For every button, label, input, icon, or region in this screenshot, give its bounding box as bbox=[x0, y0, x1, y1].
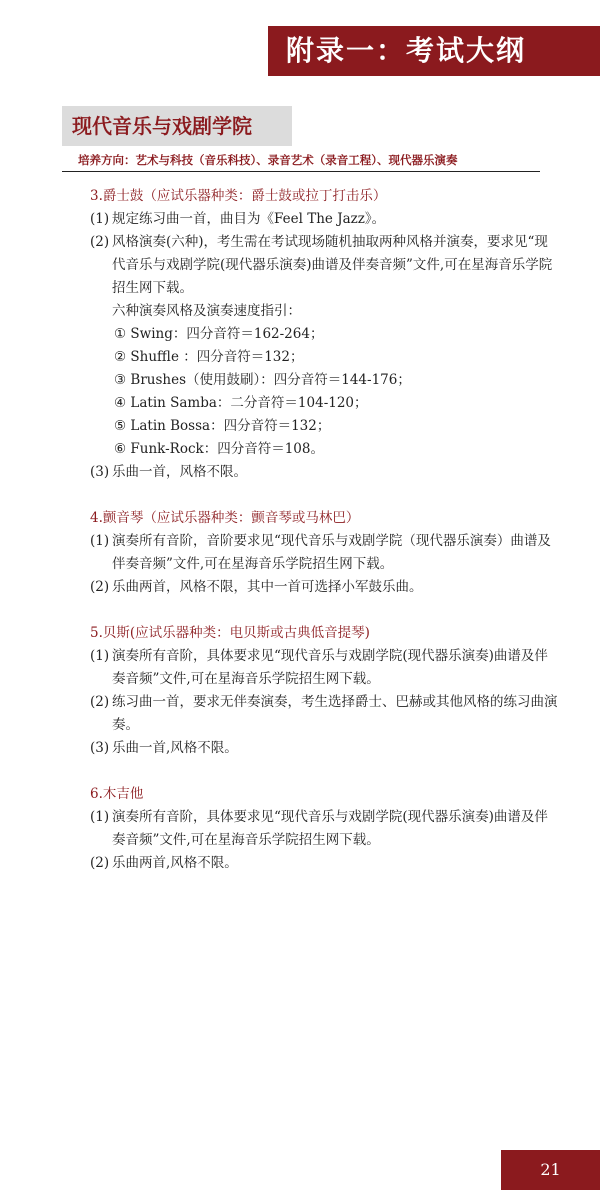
item-number: (2) bbox=[90, 694, 110, 710]
section-acoustic-guitar bbox=[90, 783, 560, 875]
style-item: ⑥ Funk-Rock：四分音符＝108。 bbox=[114, 441, 324, 457]
section-title: 5.贝斯(应试乐器种类：电贝斯或古典低音提琴) bbox=[90, 625, 370, 641]
appendix-title-banner bbox=[268, 26, 600, 76]
section-divider bbox=[62, 171, 540, 172]
style-item: ① Swing：四分音符＝162-264； bbox=[114, 326, 324, 342]
item-number: (1) bbox=[90, 211, 110, 227]
list-item bbox=[90, 530, 560, 576]
school-name-box bbox=[62, 106, 292, 146]
item-text: 乐曲两首，风格不限，其中一首可选择小军鼓乐曲。 bbox=[112, 579, 423, 595]
item-text: 演奏所有音阶，具体要求见“现代音乐与戏剧学院(现代器乐演奏)曲谱及伴奏音频”文件,可在星海音乐学院招生网下载。 bbox=[112, 648, 548, 687]
style-item: ③ Brushes（使用鼓刷）：四分音符＝144-176； bbox=[114, 372, 411, 388]
item-number: (3) bbox=[90, 740, 110, 756]
item-text: 规定练习曲一首，曲目为《Feel The Jazz》。 bbox=[112, 211, 386, 227]
section-title: 6.木吉他 bbox=[90, 786, 144, 802]
page-number: 21 bbox=[540, 1160, 561, 1179]
list-item bbox=[90, 208, 560, 231]
school-name: 现代音乐与戏剧学院 bbox=[72, 114, 252, 138]
item-number: (2) bbox=[90, 234, 110, 250]
item-number: (1) bbox=[90, 648, 110, 664]
list-item bbox=[90, 576, 560, 599]
page-number-box bbox=[501, 1150, 600, 1190]
list-item bbox=[90, 737, 560, 760]
list-item bbox=[90, 461, 560, 484]
section-drum-kit bbox=[90, 185, 560, 484]
section-bass bbox=[90, 622, 560, 760]
style-item: ② Shuffle ：四分音符＝132； bbox=[114, 349, 304, 365]
style-item: ⑤ Latin Bossa：四分音符＝132； bbox=[114, 418, 331, 434]
item-text: 乐曲一首，风格不限。 bbox=[112, 464, 247, 480]
section-title: 3.爵士鼓（应试乐器种类：爵士鼓或拉丁打击乐） bbox=[90, 188, 387, 204]
item-text: 演奏所有音阶，具体要求见“现代音乐与戏剧学院(现代器乐演奏)曲谱及伴奏音频”文件,可在星海音乐学院招生网下载。 bbox=[112, 809, 548, 848]
item-number: (2) bbox=[90, 855, 110, 871]
item-text: 乐曲一首,风格不限。 bbox=[112, 740, 238, 756]
style-list bbox=[90, 323, 560, 461]
section-vibraphone bbox=[90, 507, 560, 599]
list-item bbox=[90, 231, 560, 300]
item-number: (1) bbox=[90, 533, 110, 549]
item-number: (1) bbox=[90, 809, 110, 825]
style-item: ④ Latin Samba：二分音符＝104-120； bbox=[114, 395, 368, 411]
item-text: 演奏所有音阶，音阶要求见“现代音乐与戏剧学院（现代器乐演奏）曲谱及伴奏音频”文件,可在星海音乐学院招生网下载。 bbox=[112, 533, 551, 572]
list-item bbox=[90, 852, 560, 875]
list-item bbox=[90, 645, 560, 691]
styles-intro: 六种演奏风格及演奏速度指引： bbox=[112, 303, 301, 319]
training-direction: 培养方向：艺术与科技（音乐科技）、录音艺术（录音工程）、现代器乐演奏 bbox=[78, 153, 458, 167]
item-text: 练习曲一首，要求无伴奏演奏，考生选择爵士、巴赫或其他风格的练习曲演奏。 bbox=[112, 694, 558, 733]
list-item bbox=[90, 806, 560, 852]
item-text: 乐曲两首,风格不限。 bbox=[112, 855, 238, 871]
appendix-title: 附录一：考试大纲 bbox=[286, 34, 527, 67]
item-number: (2) bbox=[90, 579, 110, 595]
item-text: 风格演奏(六种)，考生需在考试现场随机抽取两种风格并演奏，要求见“现代音乐与戏剧学院(现代器乐演奏)曲谱及伴奏音频”文件,可在星海音乐学院招生网下载。 bbox=[112, 234, 553, 296]
list-item bbox=[90, 691, 560, 737]
syllabus-content bbox=[90, 185, 560, 898]
section-title: 4.颤音琴（应试乐器种类：颤音琴或马林巴） bbox=[90, 510, 360, 526]
item-number: (3) bbox=[90, 464, 110, 480]
